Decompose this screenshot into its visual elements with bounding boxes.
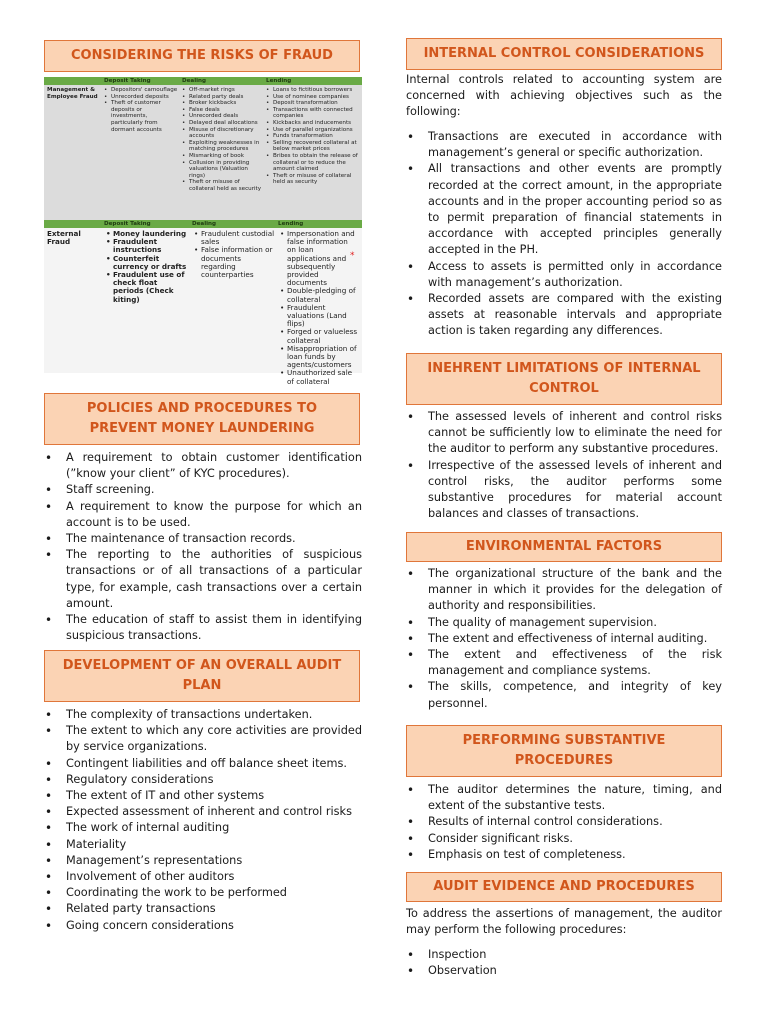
lending-list: • Impersonation and false information on loan applications and subsequently provided documents • Double-pledging of collateral • Fraudulent valuations (Land flips) • Forged or valueless collateral • Misappropriation of loan funds by agents/customers • Unauthorized sale of collateral (280, 230, 358, 386)
list-item: • Access to assets is permitted only in accordance with management’s authorization. (406, 259, 722, 291)
list-item: • Regulatory considerations (44, 772, 362, 788)
list-item: • The skills, competence, and integrity of key personnel. (406, 679, 722, 711)
fraud-table-header: Deposit Taking Dealing Lending (44, 220, 362, 228)
list-item: • Emphasis on test of completeness. (406, 847, 722, 863)
environmental-heading: ENVIRONMENTAL FACTORS (406, 532, 722, 562)
evidence-heading: AUDIT EVIDENCE AND PROCEDURES (406, 872, 722, 902)
list-item: • The complexity of transactions undertaken. (44, 707, 362, 723)
list-item: • Expected assessment of inherent and control risks (44, 804, 362, 820)
evidence-intro: To address the assertions of management, the auditor may perform the following procedures: (406, 907, 722, 937)
lending-list: • Loans to fictitious borrowers • Use of nominee companies • Deposit transformation • Transactions with connected companies • Kickbacks and inducements • Use of parallel organizations • Funds transformation • Selling recovered collateral at below market prices • Bribes to obtain the release of collateral or to reduce the amount claimed • Theft or misuse of collateral held as security (266, 87, 359, 186)
fraud-heading: CONSIDERING THE RISKS OF FRAUD (44, 40, 360, 72)
internal-control-heading: INTERNAL CONTROL CONSIDERATIONS (406, 38, 722, 70)
star-mark-icon: * (350, 251, 355, 261)
internal-control-intro: Internal controls related to accounting system are concerned with achieving objectives such as the following: (406, 73, 722, 119)
list-item: • The extent and effectiveness of the risk management and compliance systems. (406, 647, 722, 679)
deposit-taking-list: • Money laundering • Fraudulent instructions • Counterfeit currency or drafts • Fraudulent use of check float periods (Check kiting) (106, 230, 188, 304)
list-item: • The assessed levels of inherent and control risks cannot be sufficiently low to eliminate the need for the auditor to perform any substantive procedures. (406, 409, 722, 458)
list-item: • A requirement to know the purpose for which an account is to be used. (44, 499, 362, 531)
list-item: • Coordinating the work to be performed (44, 885, 362, 901)
audit-plan-list (44, 707, 362, 934)
money-laundering-list (44, 450, 362, 644)
dealing-list: • Off-market rings • Related party deals • Broker kickbacks • False deals • Unrecorded deals • Delayed deal allocations • Misuse of discretionary accounts • Exploiting weaknesses in matching procedures • Mismarking of book • Collusion in providing valuations (Valuation rings) • Theft or misuse of collateral held as security (182, 87, 264, 193)
list-item: • Staff screening. (44, 482, 362, 498)
list-item: • All transactions and other events are promptly recorded at the correct amount, in the appropriate accounts and in the proper accounting period so as to permit preparation of financial statements in accordance with accepted principles generally accepted in the PH. (406, 161, 722, 258)
audit-plan-heading: DEVELOPMENT OF AN OVERALL AUDIT PLAN (44, 650, 360, 702)
list-item: • The education of staff to assist them in identifying suspicious transactions. (44, 612, 362, 644)
limitations-heading: INEHRENT LIMITATIONS OF INTERNAL CONTROL (406, 353, 722, 405)
fraud-table-external (44, 220, 362, 386)
limitations-list (406, 409, 722, 522)
list-item: • Going concern considerations (44, 918, 362, 934)
evidence-list (406, 947, 722, 979)
list-item: • Recorded assets are compared with the existing assets at reasonable intervals and appropriate action is taken regarding any differences. (406, 291, 722, 340)
list-item: • Irrespective of the assessed levels of inherent and control risks, the auditor performs some substantive procedures for material account balances and classes of transactions. (406, 458, 722, 523)
list-item: • Related party transactions (44, 901, 362, 917)
list-item: • The quality of management supervision. (406, 615, 722, 631)
fraud-row-label: Management & Employee Fraud (47, 87, 98, 100)
substantive-list (406, 782, 722, 863)
list-item: • The maintenance of transaction records. (44, 531, 362, 547)
list-item: • Observation (406, 963, 722, 979)
list-item: • Contingent liabilities and off balance sheet items. (44, 756, 362, 772)
list-item: • Consider significant risks. (406, 831, 722, 847)
list-item: • The extent to which any core activities are provided by service organizations. (44, 723, 362, 755)
environmental-list (406, 566, 722, 712)
list-item: • The work of internal auditing (44, 820, 362, 836)
list-item: • Management’s representations (44, 853, 362, 869)
list-item: • The auditor determines the nature, timing, and extent of the substantive tests. (406, 782, 722, 814)
list-item: • Transactions are executed in accordance with management’s general or specific authorization. (406, 129, 722, 161)
list-item: • The reporting to the authorities of suspicious transactions or of all transactions of a particular type, for example, cash transactions over a certain amount. (44, 547, 362, 612)
list-item: • Involvement of other auditors (44, 869, 362, 885)
money-laundering-heading: POLICIES AND PROCEDURES TO PREVENT MONEY LAUNDERING (44, 393, 360, 445)
list-item: • The extent of IT and other systems (44, 788, 362, 804)
list-item: • The extent and effectiveness of internal auditing. (406, 631, 722, 647)
list-item: • Materiality (44, 837, 362, 853)
list-item: • The organizational structure of the bank and the manner in which it provides for the delegation of authority and responsibilities. (406, 566, 722, 615)
list-item: • Inspection (406, 947, 722, 963)
list-item: • Results of internal control considerations. (406, 814, 722, 830)
dealing-list: • Fraudulent custodial sales • False information or documents regarding counterparties (194, 230, 276, 279)
fraud-row-label: External Fraud (47, 229, 81, 247)
deposit-taking-list: • Depositors' camouflage • Unrecorded deposits • Theft of customer deposits or investments, particularly from dormant accounts (104, 87, 178, 133)
fraud-table-management (44, 77, 362, 220)
substantive-heading: PERFORMING SUBSTANTIVE PROCEDURES (406, 725, 722, 777)
list-item: • A requirement to obtain customer identification (”know your client” of KYC procedures). (44, 450, 362, 482)
fraud-table-header: Deposit Taking Dealing Lending (44, 77, 362, 85)
internal-control-list (406, 129, 722, 340)
